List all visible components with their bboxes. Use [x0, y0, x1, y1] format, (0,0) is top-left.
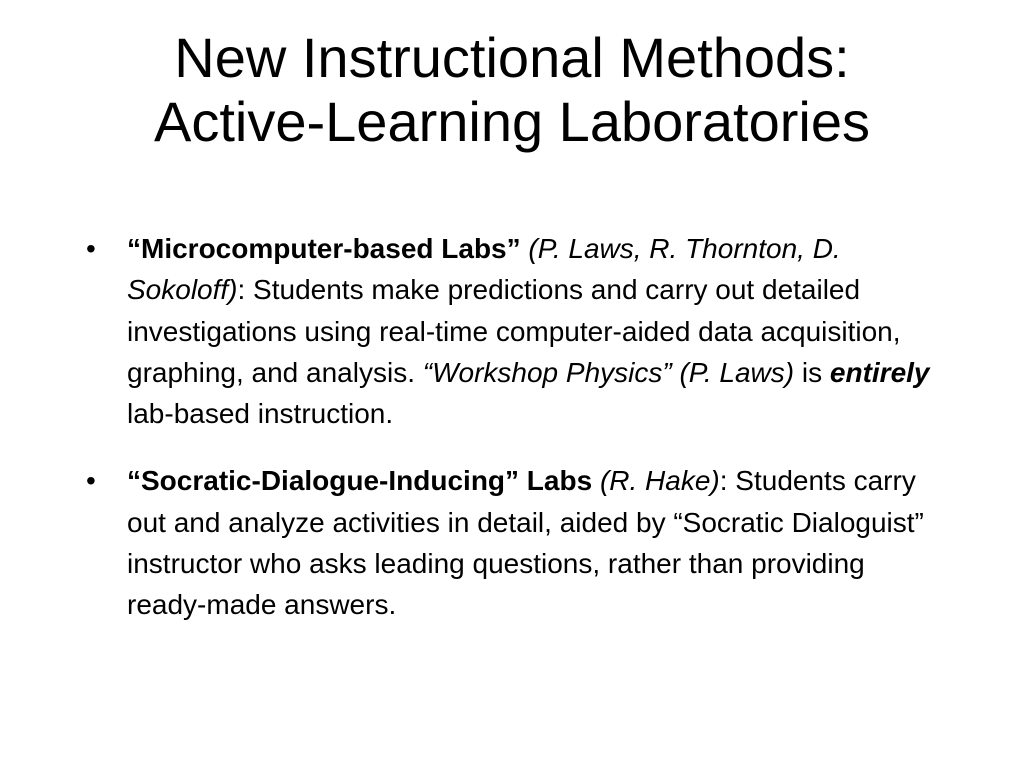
title-line-2: Active-Learning Laboratories: [154, 90, 870, 153]
bullet-heading: “Microcomputer-based Labs”: [127, 233, 521, 264]
bullet-heading: “Socratic-Dialogue-Inducing” Labs: [127, 465, 593, 497]
bullet-text: is: [794, 356, 830, 388]
bullet-emphasis: entirely: [829, 356, 930, 388]
bullet-microcomputer-labs: [86, 228, 936, 434]
bullet-marker: •: [86, 233, 96, 264]
bullet-list: [86, 228, 936, 652]
bullet-separator: [592, 465, 600, 496]
bullet-authors: (R. Hake): [599, 465, 720, 497]
bullet-marker: •: [86, 465, 96, 497]
slide-title: [0, 26, 1024, 154]
bullet-socratic-labs: [86, 460, 936, 625]
bullet-reference: “Workshop Physics” (P. Laws): [422, 356, 795, 388]
title-line-1: New Instructional Methods:: [174, 26, 850, 89]
bullet-text: : Students carry out and analyze activities in detail, aided by “Socratic Dialoguist” instructor who asks leading questions, rather than providing ready-made answers.: [127, 465, 924, 621]
bullet-authors: (P. Laws, R. Thornton, D. Sokoloff): [127, 233, 841, 306]
bullet-text: : Students make predictions and carry out detailed investigations using real-time computer-aided data acquisition, graphing, and analysis.: [127, 274, 901, 388]
bullet-text: lab-based instruction.: [127, 398, 394, 430]
